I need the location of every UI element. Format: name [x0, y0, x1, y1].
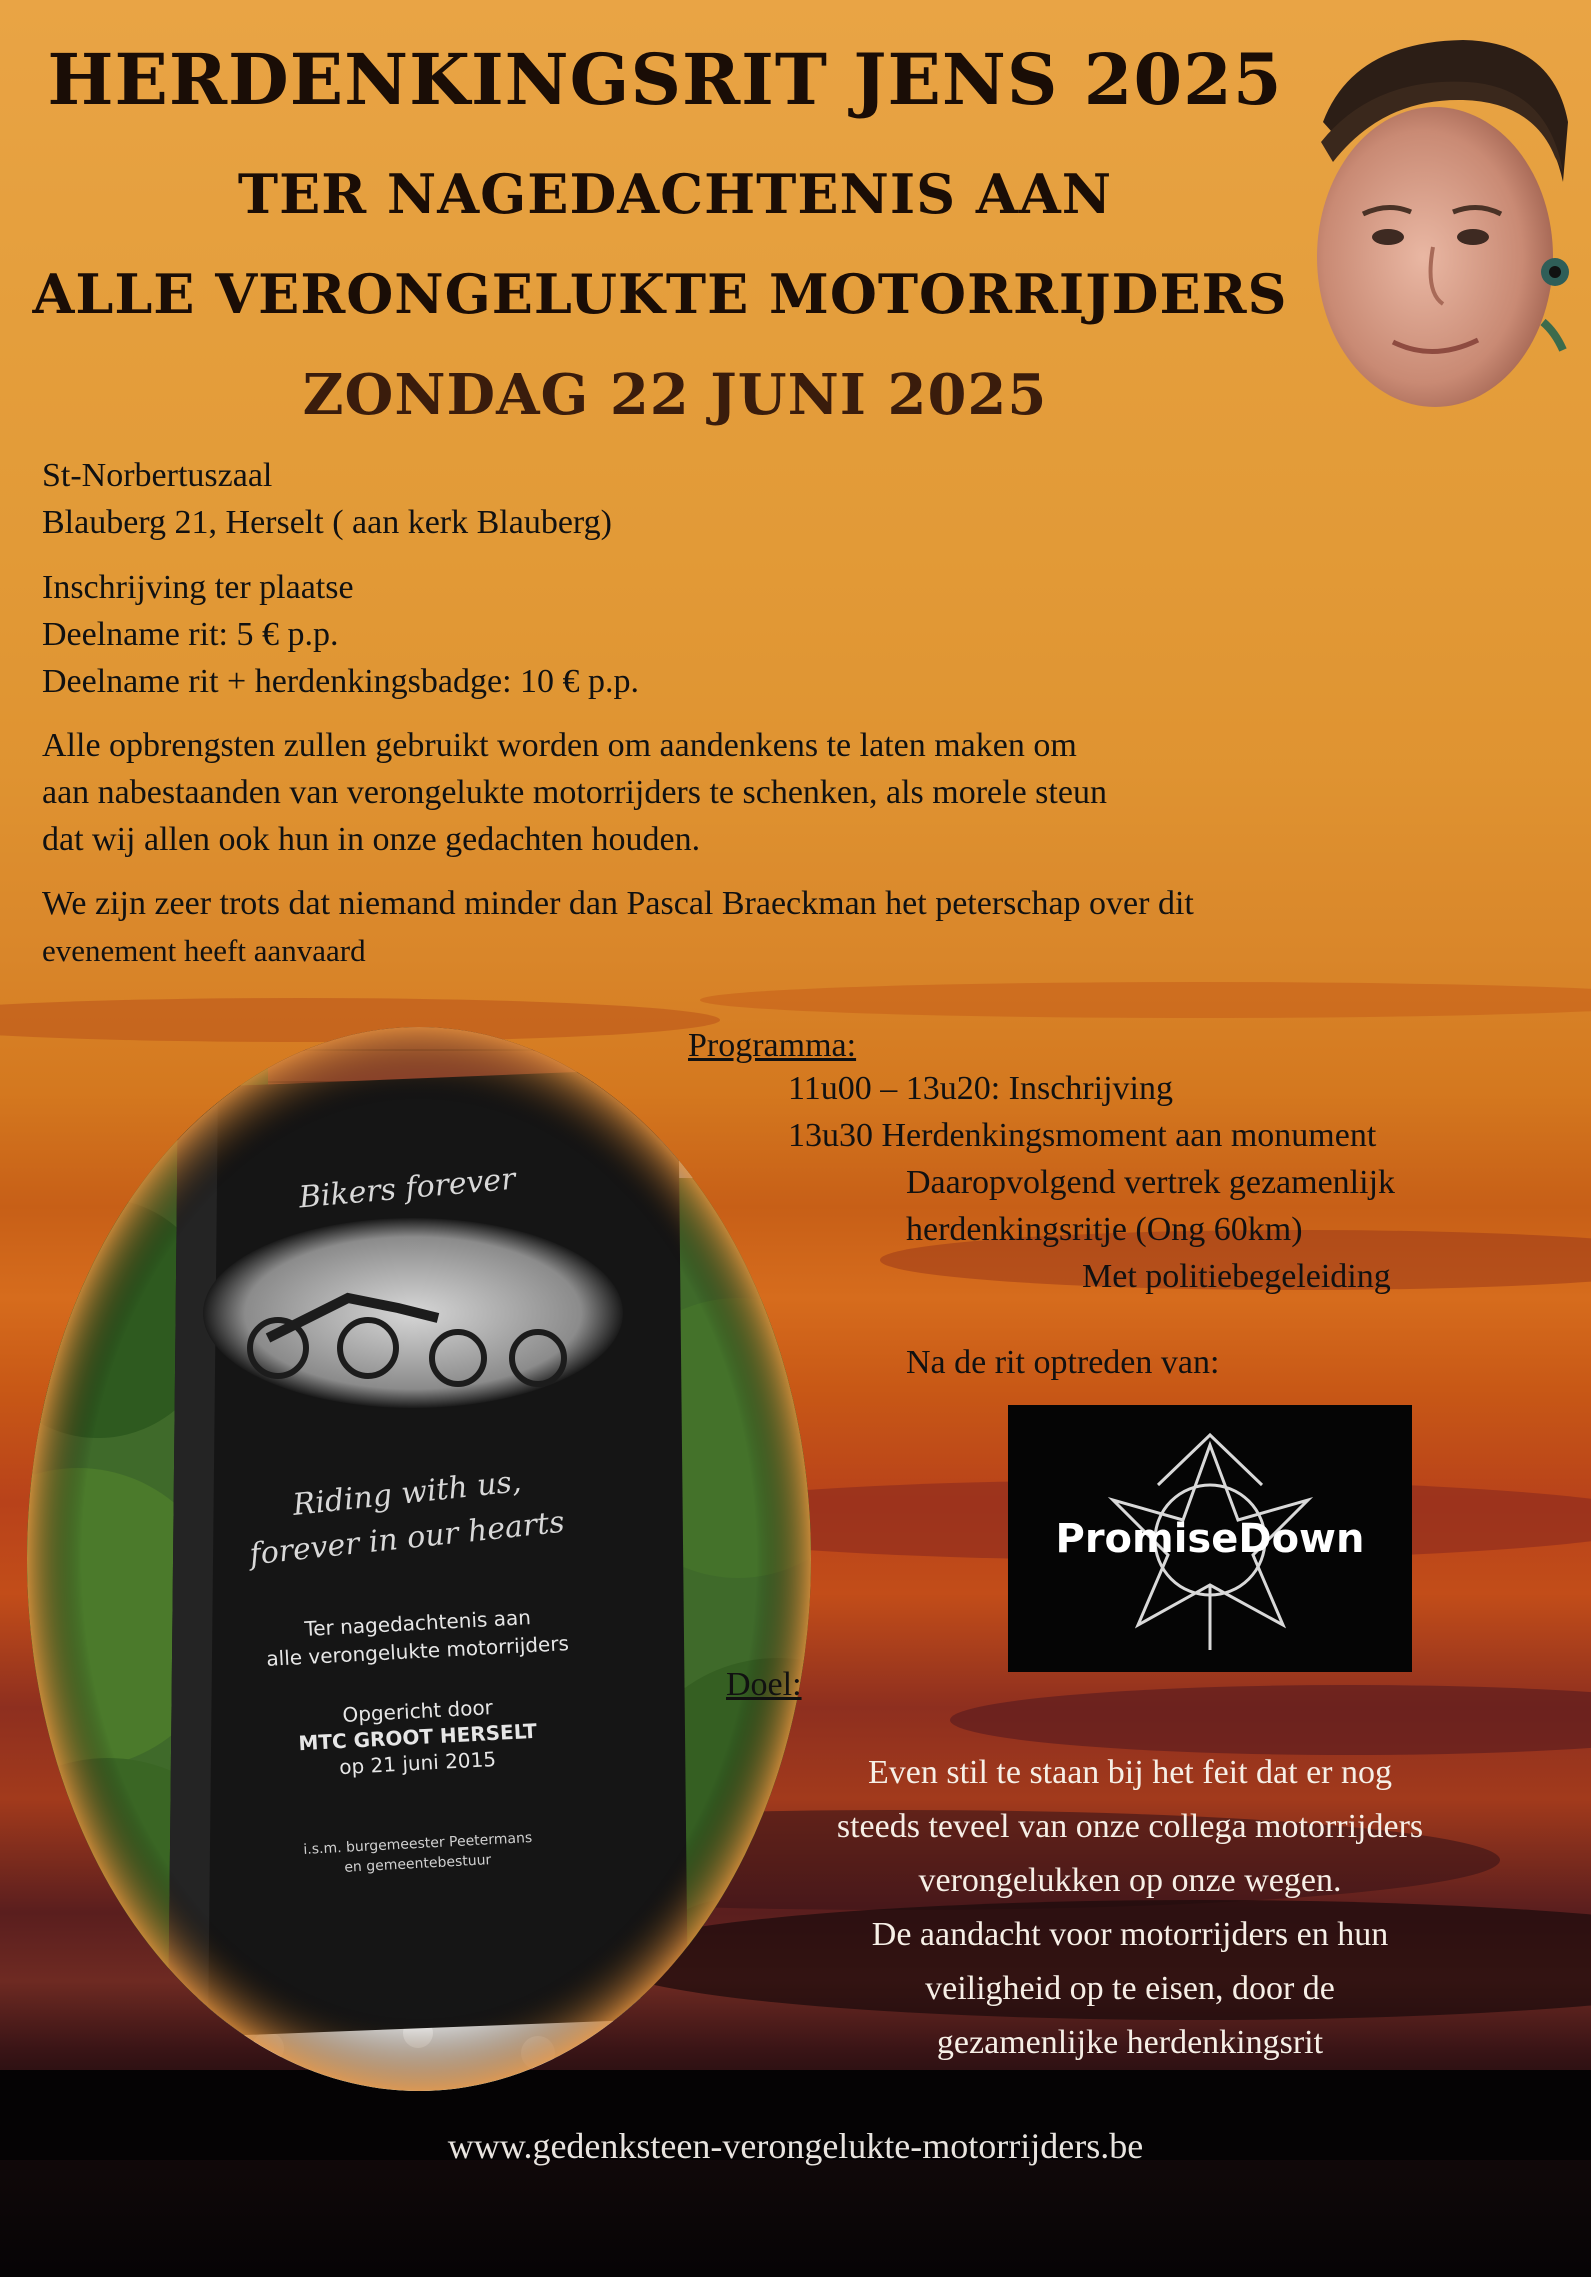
- poster-subtitle-line-2: ALLE VERONGELUKTE MOTORRIJDERS: [32, 262, 1288, 326]
- programme-item-2: 13u30 Herdenkingsmoment aan monument: [788, 1117, 1377, 1154]
- poster-title: HERDENKINGSRIT JENS 2025: [47, 38, 1283, 121]
- fee-ride-badge: Deelname rit + herdenkingsbadge: 10 € p.p.: [42, 663, 640, 700]
- venue-block: [42, 452, 612, 546]
- band-name: PromiseDown: [1055, 1516, 1365, 1562]
- registration-block: [42, 564, 639, 705]
- memorial-stone-photo: [18, 1018, 820, 2100]
- goal-line-3: verongelukken op onze wegen.: [918, 1862, 1342, 1899]
- description-line-1: Alle opbrengsten zullen gebruikt worden om aandenkens te laten maken om: [42, 727, 1077, 764]
- event-date: ZONDAG 22 JUNI 2025: [302, 362, 1048, 428]
- programme-item-5: Met politiebegeleiding: [1082, 1258, 1391, 1295]
- poster-subtitle-line-1: TER NAGEDACHTENIS AAN: [237, 162, 1113, 226]
- programme-label: Programma:: [688, 1027, 857, 1064]
- goal-label: Doel:: [726, 1666, 802, 1703]
- description-line-3: dat wij allen ook hun in onze gedachten houden.: [42, 821, 701, 858]
- portrait-photo: [1293, 32, 1577, 418]
- goal-text: [760, 1746, 1500, 2070]
- programme-item-4: herdenkingsritje (Ong 60km): [906, 1211, 1303, 1248]
- programme-item-3: Daaropvolgend vertrek gezamenlijk: [906, 1164, 1396, 1201]
- proceeds-description: [42, 722, 1422, 863]
- venue-address: Blauberg 21, Herselt ( aan kerk Blauberg): [42, 504, 612, 541]
- registration-note: Inschrijving ter plaatse: [42, 569, 354, 606]
- fee-ride: Deelname rit: 5 € p.p.: [42, 616, 339, 653]
- goal-line-4: De aandacht voor motorrijders en hun: [871, 1916, 1389, 1953]
- sponsor-note: [42, 880, 1522, 974]
- description-line-2: aan nabestaanden van verongelukte motorrijders te schenken, als morele steun: [42, 774, 1107, 811]
- sponsor-line-2: evenement heeft aanvaard: [42, 933, 366, 968]
- goal-line-1: Even stil te staan bij het feit dat er nog: [867, 1754, 1392, 1791]
- venue-name: St-Norbertuszaal: [42, 457, 273, 494]
- goal-line-6: gezamenlijke herdenkingsrit: [936, 2024, 1324, 2061]
- band-logo: [1008, 1405, 1412, 1672]
- goal-line-2: steeds teveel van onze collega motorrijders: [836, 1808, 1424, 1845]
- performance-intro: Na de rit optreden van:: [906, 1344, 1220, 1381]
- goal-line-5: veiligheid op te eisen, door de: [925, 1970, 1335, 2007]
- sponsor-line-1: We zijn zeer trots dat niemand minder dan Pascal Braeckman het peterschap over dit: [42, 885, 1194, 922]
- programme-item-1: 11u00 – 13u20: Inschrijving: [788, 1070, 1173, 1107]
- website-url: www.gedenksteen-verongelukte-motorrijders.be: [447, 2126, 1144, 2166]
